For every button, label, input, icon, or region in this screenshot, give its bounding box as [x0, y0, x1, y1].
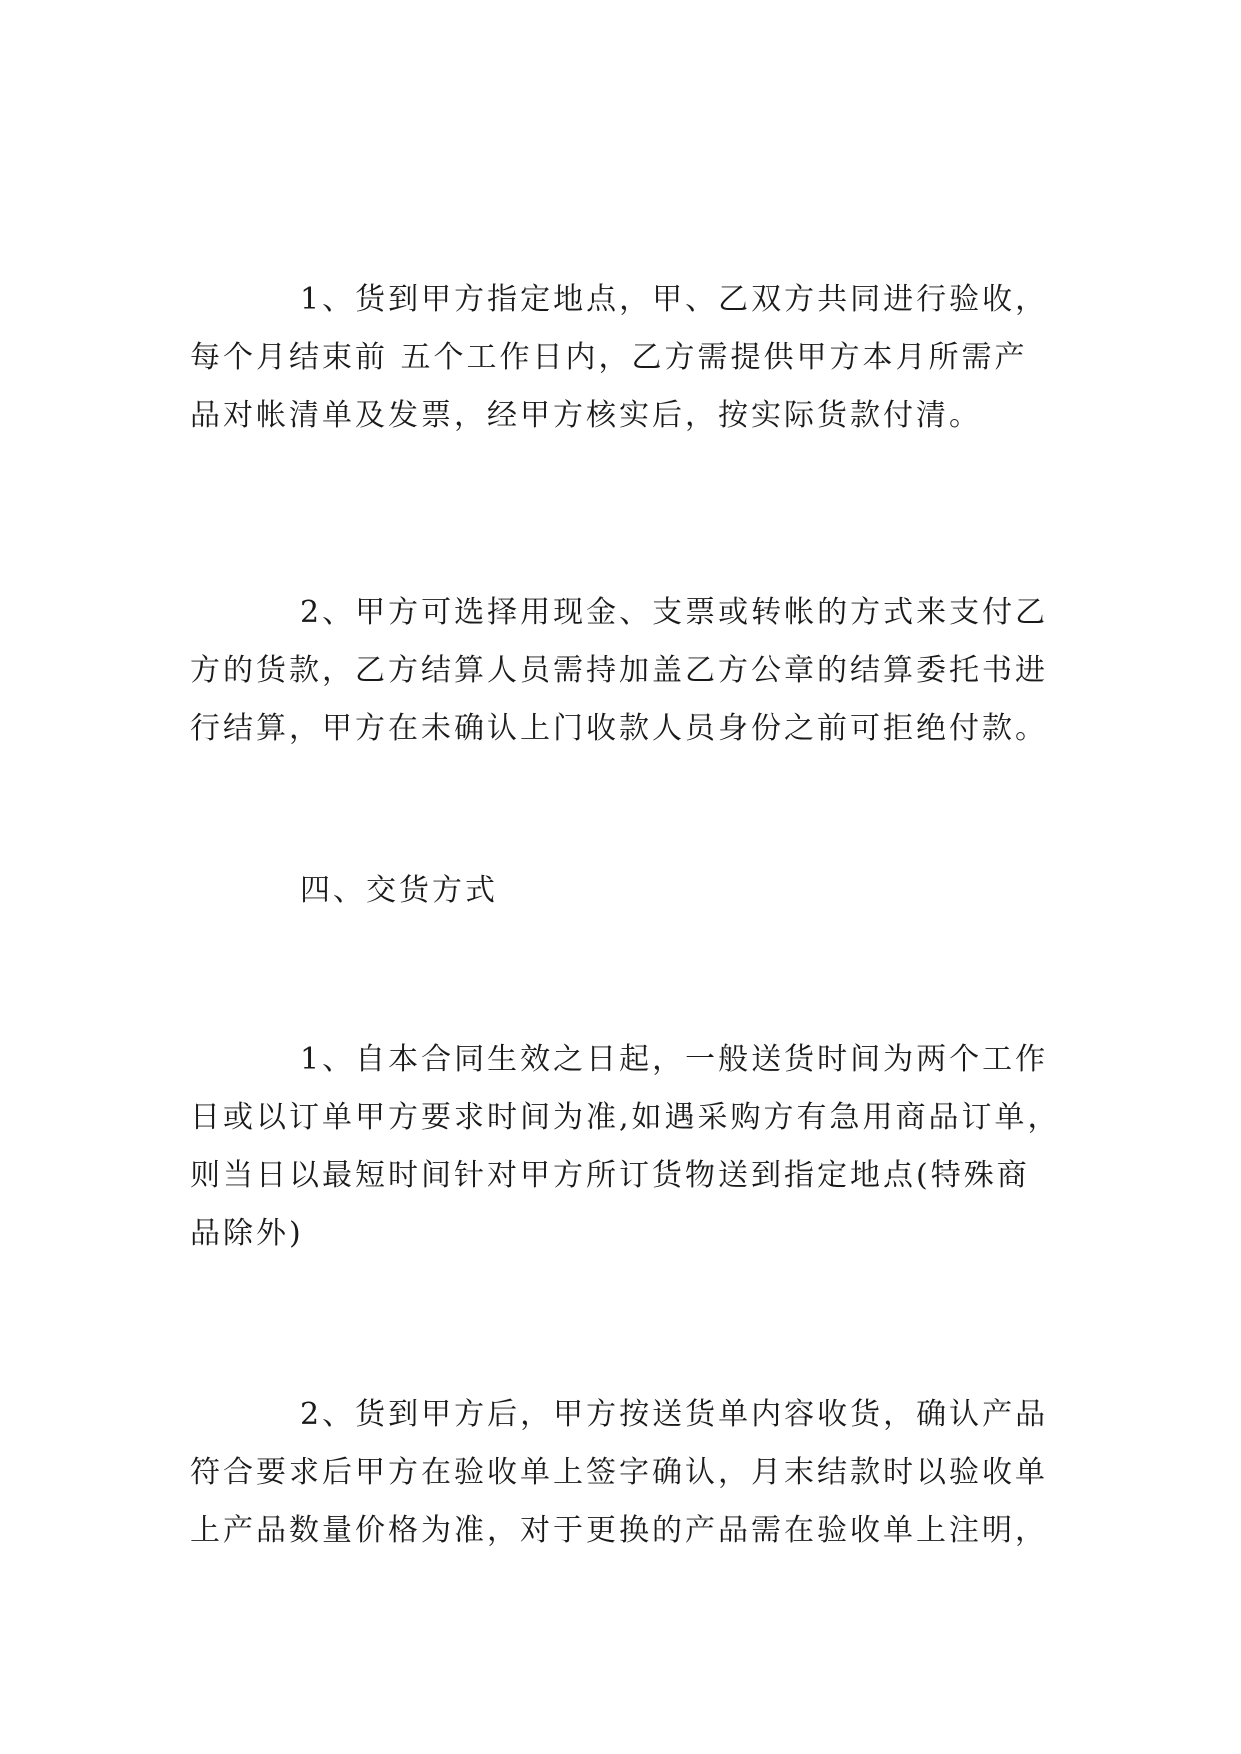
paragraph-line: 符合要求后甲方在验收单上签字确认，月末结款时以验收单 — [190, 1455, 1048, 1490]
paragraph-line: 每个月结束前 五个工作日内，乙方需提供甲方本月所需产 — [190, 340, 1028, 375]
paragraph-line: 日或以订单甲方要求时间为准,如遇采购方有急用商品订单， — [190, 1100, 1061, 1135]
paragraph-payment-method — [190, 584, 1070, 758]
paragraph-line: 上产品数量价格为准，对于更换的产品需在验收单上注明， — [190, 1513, 1048, 1548]
paragraph-line: 方的货款，乙方结算人员需持加盖乙方公章的结算委托书进 — [190, 653, 1048, 688]
paragraph-line: 行结算，甲方在未确认上门收款人员身份之前可拒绝付款。 — [190, 711, 1048, 746]
paragraph-line: 1、货到甲方指定地点，甲、乙双方共同进行验收， — [300, 282, 1049, 317]
paragraph-line: 品对帐清单及发票，经甲方核实后，按实际货款付清。 — [190, 398, 982, 433]
section-heading-delivery — [190, 862, 1070, 920]
paragraph-line: 1、自本合同生效之日起，一般送货时间为两个工作 — [300, 1042, 1049, 1077]
paragraph-line: 则当日以最短时间针对甲方所订货物送到指定地点(特殊商 — [190, 1158, 1030, 1193]
paragraph-line: 2、甲方可选择用现金、支票或转帐的方式来支付乙 — [300, 595, 1049, 630]
paragraph-payment-acceptance — [190, 271, 1070, 445]
paragraph-line: 品除外) — [190, 1216, 304, 1251]
paragraph-delivery-time — [190, 1031, 1070, 1263]
paragraph-line: 2、货到甲方后，甲方按送货单内容收货，确认产品 — [300, 1397, 1049, 1432]
paragraph-goods-receipt — [190, 1386, 1070, 1560]
section-heading: 四、交货方式 — [300, 873, 498, 908]
